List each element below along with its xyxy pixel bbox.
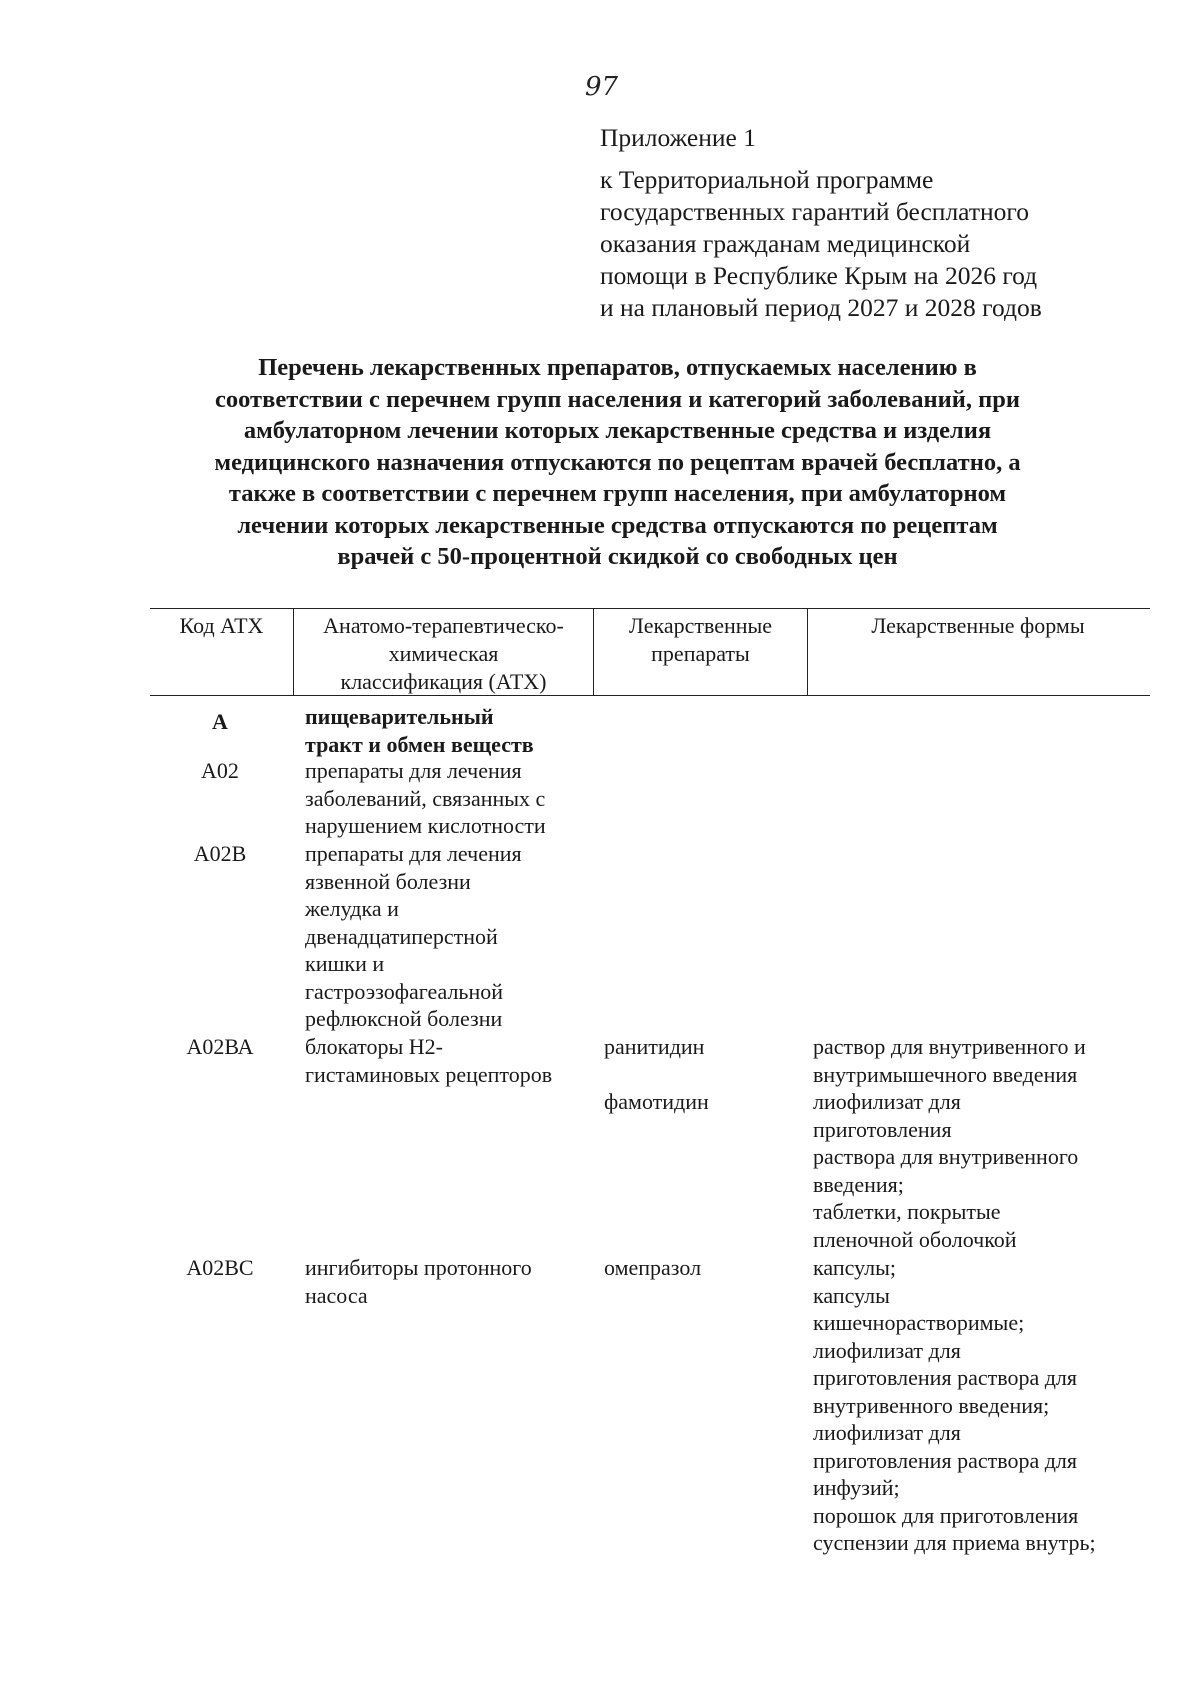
cell-text-line: инфузий; xyxy=(813,1475,900,1500)
table-cell-drug xyxy=(604,1033,704,1061)
appendix-line: государственных гарантий бесплатного xyxy=(600,197,1029,226)
cell-text-line: нарушением кислотности xyxy=(305,813,546,838)
cell-text-line: кишки и xyxy=(305,951,385,976)
table-cell-drug xyxy=(604,1254,701,1282)
cell-text-line: раствор для внутривенного и xyxy=(813,1034,1086,1059)
cell-text-line: рефлюксной болезни xyxy=(305,1006,503,1031)
cell-text-line: капсулы xyxy=(813,1282,890,1308)
cell-text-line: ингибиторы протонного xyxy=(305,1255,532,1280)
header-forms xyxy=(808,612,1148,640)
cell-text-line: приготовления xyxy=(813,1116,952,1142)
cell-text-line: капсулы; xyxy=(813,1255,896,1280)
header-classification xyxy=(294,612,593,696)
cell-text-line: заболеваний, связанных с xyxy=(305,785,546,811)
table-cell-classification xyxy=(305,1254,532,1309)
cell-text-line: химическая xyxy=(388,641,499,666)
cell-text-line: блокаторы Н2- xyxy=(305,1034,443,1059)
title-line: соответствии с перечнем групп населения и категорий заболеваний, при xyxy=(215,385,1020,413)
cell-text-line: Анатомо-терапевтическо- xyxy=(323,613,564,638)
header-drugs xyxy=(594,612,807,668)
appendix-line: помощи в Республике Крым на 2026 год xyxy=(600,261,1038,290)
cell-text-line: препараты xyxy=(651,641,750,666)
cell-text-line: насоса xyxy=(305,1282,368,1308)
cell-text-line: желудка и xyxy=(305,896,399,921)
handwritten-page-number: 97 xyxy=(585,72,619,102)
cell-text-line: порошок для приготовления xyxy=(813,1502,1079,1528)
cell-text-line: классификация (АТХ) xyxy=(340,669,547,694)
cell-text-line: пленочной оболочкой xyxy=(813,1226,1017,1252)
cell-text-line: таблетки, покрытые xyxy=(813,1199,1001,1224)
cell-text-line: ранитидин xyxy=(604,1034,705,1059)
table-cell-code: А02ВС xyxy=(186,1255,254,1280)
header-code xyxy=(150,612,293,640)
cell-text-line: гистаминовых рецепторов xyxy=(305,1061,553,1087)
cell-text-line: внутримышечного введения xyxy=(813,1061,1078,1087)
appendix-line: и на плановый период 2027 и 2028 годов xyxy=(600,293,1042,322)
title-line: медицинского назначения отпускаются по рецептам врачей бесплатно, а xyxy=(214,448,1021,476)
table-cell-classification xyxy=(305,703,534,758)
cell-text-line: гастроэзофагеальной xyxy=(305,978,504,1004)
cell-text-line: Лекарственные xyxy=(628,613,773,638)
cell-text-line: препараты для лечения xyxy=(305,841,522,866)
table-cell-drug xyxy=(604,1088,709,1116)
cell-text-line: приготовления раствора для xyxy=(813,1365,1077,1390)
cell-text-line: язвенной болезни xyxy=(305,868,471,894)
table-cell-classification xyxy=(305,1033,552,1088)
cell-text-line: внутривенного введения; xyxy=(813,1392,1050,1418)
cell-text-line: суспензии для приема внутрь; xyxy=(813,1530,1096,1555)
title-line: амбулаторном лечении которых лекарственные средства и изделия xyxy=(243,417,992,444)
cell-text-line: препараты для лечения xyxy=(305,758,522,783)
table-cell-forms xyxy=(813,1254,1096,1557)
title-line: врачей с 50-процентной скидкой со свободных цен xyxy=(337,543,898,570)
cell-text-line: раствора для внутривенного xyxy=(813,1144,1079,1169)
cell-text-line: Код АТХ xyxy=(179,613,264,638)
table-cell-code: А xyxy=(212,709,228,734)
table-cell-code: А02В xyxy=(193,841,247,866)
cell-text-line: фамотидин xyxy=(604,1089,709,1114)
cell-text-line: лиофилизат для xyxy=(813,1420,961,1445)
cell-text-line: введения; xyxy=(813,1171,904,1197)
table-cell-forms xyxy=(813,1088,1078,1253)
table-cell-classification xyxy=(305,840,522,1033)
appendix-block xyxy=(600,122,1140,324)
cell-text-line: кишечнорастворимые; xyxy=(813,1310,1025,1335)
cell-text-line: лиофилизат для xyxy=(813,1089,961,1114)
title-line: Перечень лекарственных препаратов, отпускаемых населению в xyxy=(258,354,977,381)
cell-text-line: приготовления раствора для xyxy=(813,1447,1077,1473)
appendix-line: к Территориальной программе xyxy=(600,165,934,194)
table-cell-code: А02ВА xyxy=(186,1034,254,1059)
cell-text-line: тракт и обмен веществ xyxy=(305,731,534,757)
title-line: также в соответствии с перечнем групп населения, при амбулаторном xyxy=(228,480,1007,507)
title-line: лечении которых лекарственные средства отпускаются по рецептам xyxy=(237,511,998,539)
table-cell-code: А02 xyxy=(201,758,239,783)
table-cell-forms xyxy=(813,1033,1086,1088)
cell-text-line: пищеварительный xyxy=(305,704,494,729)
table-top-rule xyxy=(150,608,1150,609)
cell-text-line: лиофилизат для xyxy=(813,1337,961,1363)
cell-text-line: омепразол xyxy=(604,1255,702,1280)
cell-text-line: двенадцатиперстной xyxy=(305,923,498,949)
document-title xyxy=(130,352,1105,573)
cell-text-line: Лекарственные формы xyxy=(871,613,1085,638)
appendix-title: Приложение 1 xyxy=(600,123,756,152)
appendix-line: оказания гражданам медицинской xyxy=(600,229,971,258)
table-cell-classification xyxy=(305,757,546,840)
